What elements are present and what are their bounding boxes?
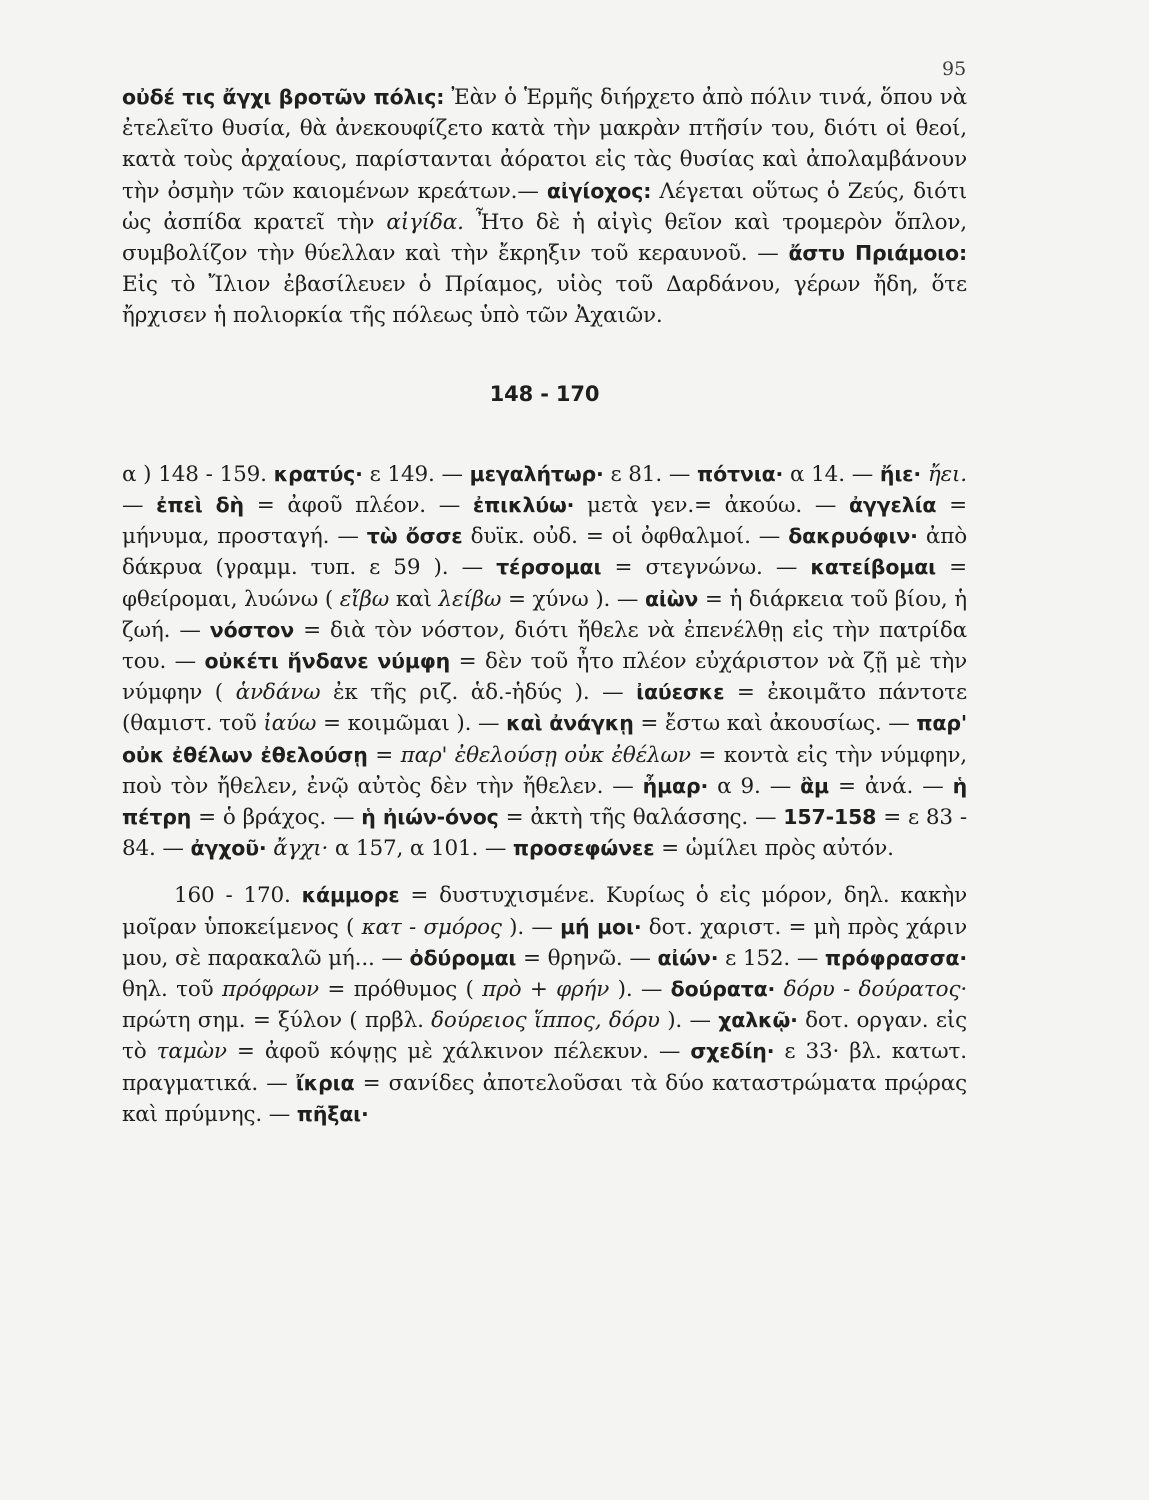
gloss-text: α 157, α 101. — — [328, 836, 513, 862]
gloss-text: ε 81. — — [603, 461, 697, 487]
gloss-text: = ἡ διάρκεια τοῦ βίου, ἡ ζωή. — — [122, 586, 967, 643]
lemma-term: χαλκῷ· — [718, 1008, 798, 1033]
gloss-text: ἀπὸ δάκρυα (γραμμ. τυπ. ε 59 ). — — [122, 524, 967, 581]
gloss-text: = ἀκτὴ τῆς θαλάσσης. — — [498, 805, 784, 831]
gloss-text: = ἀνά. — — [828, 773, 953, 799]
lemma-term: προσεφώνεε — [512, 836, 655, 861]
lemma-term: ἡ πέτρη — [122, 773, 968, 830]
gloss-text: α 14. — — [783, 461, 880, 487]
lemma-term: πῆξαι· — [296, 1101, 369, 1126]
page-body — [122, 82, 967, 1130]
gloss-text: = ἀφοῦ κόψῃς μὲ χάλκινον πέλεκυν. — — [226, 1039, 691, 1065]
italic-form: δόρυ - δούρατος· — [783, 977, 968, 1003]
lemma-term: κατείβομαι — [810, 555, 936, 580]
gloss-text: ἐκ τῆς ριζ. ἁδ.-ἡδύς ). — — [320, 680, 637, 706]
lemma-term: ἂμ — [800, 773, 829, 798]
lemma-term: καὶ ἀνάγκῃ — [506, 711, 634, 736]
lemma-term: κρατύς· — [273, 461, 363, 486]
italic-form: παρ' ἐθελούσῃ οὐκ ἐθέλων — [400, 742, 691, 768]
gloss-text: δοτ. χαριστ. = μὴ πρὸς χάριν μου, σὲ παρακαλῶ μή... — — [122, 914, 968, 971]
lemma-term: ἦμαρ· — [642, 773, 709, 798]
page-number: 95 — [942, 58, 967, 80]
gloss-text: = ὡμίλει πρὸς αὐτόν. — [654, 836, 894, 862]
lemma-term: δακρυόφιν· — [788, 524, 918, 549]
italic-form: ἄγχι· — [273, 836, 329, 862]
italic-form: ἁνδάνω — [235, 680, 321, 706]
lemma-term: αἰὼν — [644, 586, 699, 611]
italic-form: πρόφρων — [221, 977, 319, 1003]
lemma-term: σχεδίη· — [690, 1039, 775, 1064]
lemma-term: ἐπεὶ δὴ — [156, 493, 244, 518]
gloss-text: Λέγεται οὕτως ὁ Ζεύς, διότι ὡς ἀσπίδα κρατεῖ τὴν — [122, 178, 967, 235]
gloss-text: = φθείρομαι, λυώνω ( — [122, 555, 967, 612]
gloss-text — [921, 462, 928, 487]
gloss-text: = ἔστω καὶ ἀκουσίως. — — [633, 711, 917, 737]
lemma-term: αἰών· — [657, 945, 719, 970]
paragraph-gap — [122, 864, 967, 880]
paragraph-commentary-intro — [122, 82, 967, 332]
lemma-term: ἐπικλύω· — [472, 493, 575, 518]
italic-form: πρὸ + φρήν — [482, 977, 610, 1003]
italic-form: ἰαύω — [263, 711, 317, 737]
gloss-text: = σανίδες ἀποτελοῦσαι τὰ δύο καταστρώματα πρῴρας καὶ πρύμνης. — — [122, 1070, 967, 1127]
gloss-text: ε 33· βλ. κατωτ. πραγματικά. — — [122, 1039, 967, 1096]
gloss-text: ε 149. — — [362, 461, 470, 487]
lemma-term: μή μοι· — [560, 914, 642, 939]
lemma-term: 157-158 — [783, 805, 877, 830]
lemma-term: ὀδύρομαι — [409, 945, 517, 970]
gloss-text: = στεγνώνω. — — [601, 555, 811, 581]
italic-form: αἰγίδα. — [386, 209, 464, 235]
gloss-text: = κοντὰ εἰς τὴν νύμφην, ποὺ τὸν ἤθελεν, ἐνῷ αὐτὸς δὲν τὴν ἤθελεν. — — [122, 742, 967, 799]
lemma-term: τὼ ὄσσε — [366, 524, 463, 549]
lemma-term: τέρσομαι — [496, 555, 602, 580]
gloss-text: = ε 83 - 84. — — [122, 805, 967, 862]
italic-form: ταμὼν — [156, 1039, 227, 1065]
gloss-text: 160 - 170. — [174, 883, 302, 909]
gloss-text: = ἀφοῦ πλέον. — — [244, 493, 473, 519]
lemma-term: νόστον — [209, 617, 295, 642]
gloss-text: = μήνυμα, προσταγή. — — [122, 493, 968, 550]
gloss-text: = θρηνῶ. — — [516, 945, 658, 971]
gloss-text: = δὲν τοῦ ἦτο πλέον εὐχάριστον νὰ ζῇ μὲ τὴν νύμφην ( — [122, 649, 967, 706]
lemma-term: ἄστυ Πριάμοιο: — [788, 241, 967, 266]
gloss-text: α ) 148 - 159. — [122, 461, 274, 487]
section-heading: 148 - 170 — [489, 381, 600, 406]
lemma-term: πρόφρασσα· — [824, 945, 967, 970]
lemma-term: ἴκρια — [295, 1070, 355, 1095]
gloss-text: ε 152. — — [718, 945, 825, 971]
paragraph-160-170 — [122, 880, 967, 1130]
lemma-term: κάμμορε — [301, 883, 400, 908]
lemma-term: μεγαλήτωρ· — [469, 461, 604, 486]
lemma-term: δούρατα· — [670, 977, 776, 1002]
gloss-text: = διὰ τὸν νόστον, διότι ἤθελε νὰ ἐπενέλθῃ εἰς τὴν πατρίδα του. — — [122, 617, 967, 675]
gloss-text: — — [122, 493, 157, 519]
gloss-text — [775, 977, 783, 1002]
italic-form: λείβω — [438, 586, 502, 612]
gloss-text: = χύνω ). — — [501, 586, 645, 612]
gloss-text: Ἐὰν ὁ Ἑρμῆς διήρχετο ἀπὸ πόλιν τινά, ὅπου νὰ ἐτελεῖτο θυσία, θὰ ἀνεκουφίζετο κατὰ τὴν μακρὰν πτῆσίν του, διότι οἱ θεοί, κατὰ τοὺς ἀρχαίους, παρίστανται ἀόρατοι εἰς τὰς θυσίας καὶ ἀπολαμβάνουν τὴν ὀσμὴν τῶν καιομένων κρεάτων.— — [122, 85, 967, 204]
gloss-text: = — [367, 742, 401, 768]
gloss-text: μετὰ γεν.= ἀκούω. — — [574, 493, 849, 519]
gloss-text: πρώτη σημ. = ξύλον ( πρβλ. — [122, 1008, 432, 1034]
lemma-term: οὐκέτι ἥνδανε νύμφη — [204, 649, 451, 674]
gloss-text: = ὁ βράχος. — — [191, 805, 362, 831]
gloss-text: α 9. — — [708, 773, 801, 799]
gloss-text: = κοιμῶμαι ). — — [316, 711, 507, 737]
lemma-term: οὐδέ τις ἄγχι βροτῶν πόλις: — [122, 85, 445, 109]
gloss-text: δοτ. οργαν. εἰς τὸ — [122, 1008, 968, 1065]
gloss-text: ). — — [609, 977, 671, 1003]
gloss-text: θηλ. τοῦ — [122, 977, 222, 1003]
lemma-term: ἀγχοῦ· — [190, 836, 267, 861]
gloss-text: ). — — [501, 914, 561, 940]
gloss-text: καὶ — [389, 586, 439, 612]
lemma-term: ἤιε· — [879, 461, 922, 486]
gloss-text: ). — — [659, 1008, 719, 1034]
lemma-term: πότνια· — [697, 461, 784, 486]
gloss-text: Εἰς τὸ Ἴλιον ἐβασίλευεν ὁ Πρίαμος, υἱὸς τοῦ Δαρδάνου, γέρων ἤδη, ὅτε ἤρχισεν ἡ πολιορκία τῆς πόλεως ὑπὸ τῶν Ἀχαιῶν. — [122, 272, 967, 329]
italic-form: δούρειος ἵππος, δόρυ — [431, 1008, 660, 1034]
paragraph-148-159 — [122, 459, 967, 865]
gloss-text: = ἐκοιμᾶτο πάντοτε (θαμιστ. τοῦ — [122, 680, 968, 737]
lemma-term: ἰαύεσκε — [636, 680, 725, 705]
lemma-term: ἡ ἠιών-όνος — [361, 805, 499, 830]
lemma-term: αἰγίοχος: — [546, 178, 652, 203]
gloss-text: = δυστυχισμένε. Κυρίως ὁ εἰς μόρον, δηλ. κακὴν μοῖραν ὑποκείμενος ( — [122, 883, 967, 940]
italic-form: ἤει. — [927, 461, 967, 487]
lemma-term: ἀγγελία — [848, 493, 937, 518]
lemma-term: παρ' οὐκ ἐθέλων ἐθελούσῃ — [122, 711, 967, 767]
gloss-text: = πρόθυμος ( — [318, 977, 483, 1003]
gloss-text: Ἦτο δὲ ἡ αἰγὶς θεῖον καὶ τρομερὸν ὅπλον, συμβολίζον τὴν θύελλαν καὶ τὴν ἔκρηξιν τοῦ κεραυνοῦ. — — [122, 209, 967, 267]
italic-form: εἴβω — [339, 586, 390, 612]
italic-form: κατ - σμόρος — [361, 914, 502, 940]
gloss-text: δυϊκ. οὐδ. = οἱ ὀφθαλμοί. — — [462, 524, 789, 550]
